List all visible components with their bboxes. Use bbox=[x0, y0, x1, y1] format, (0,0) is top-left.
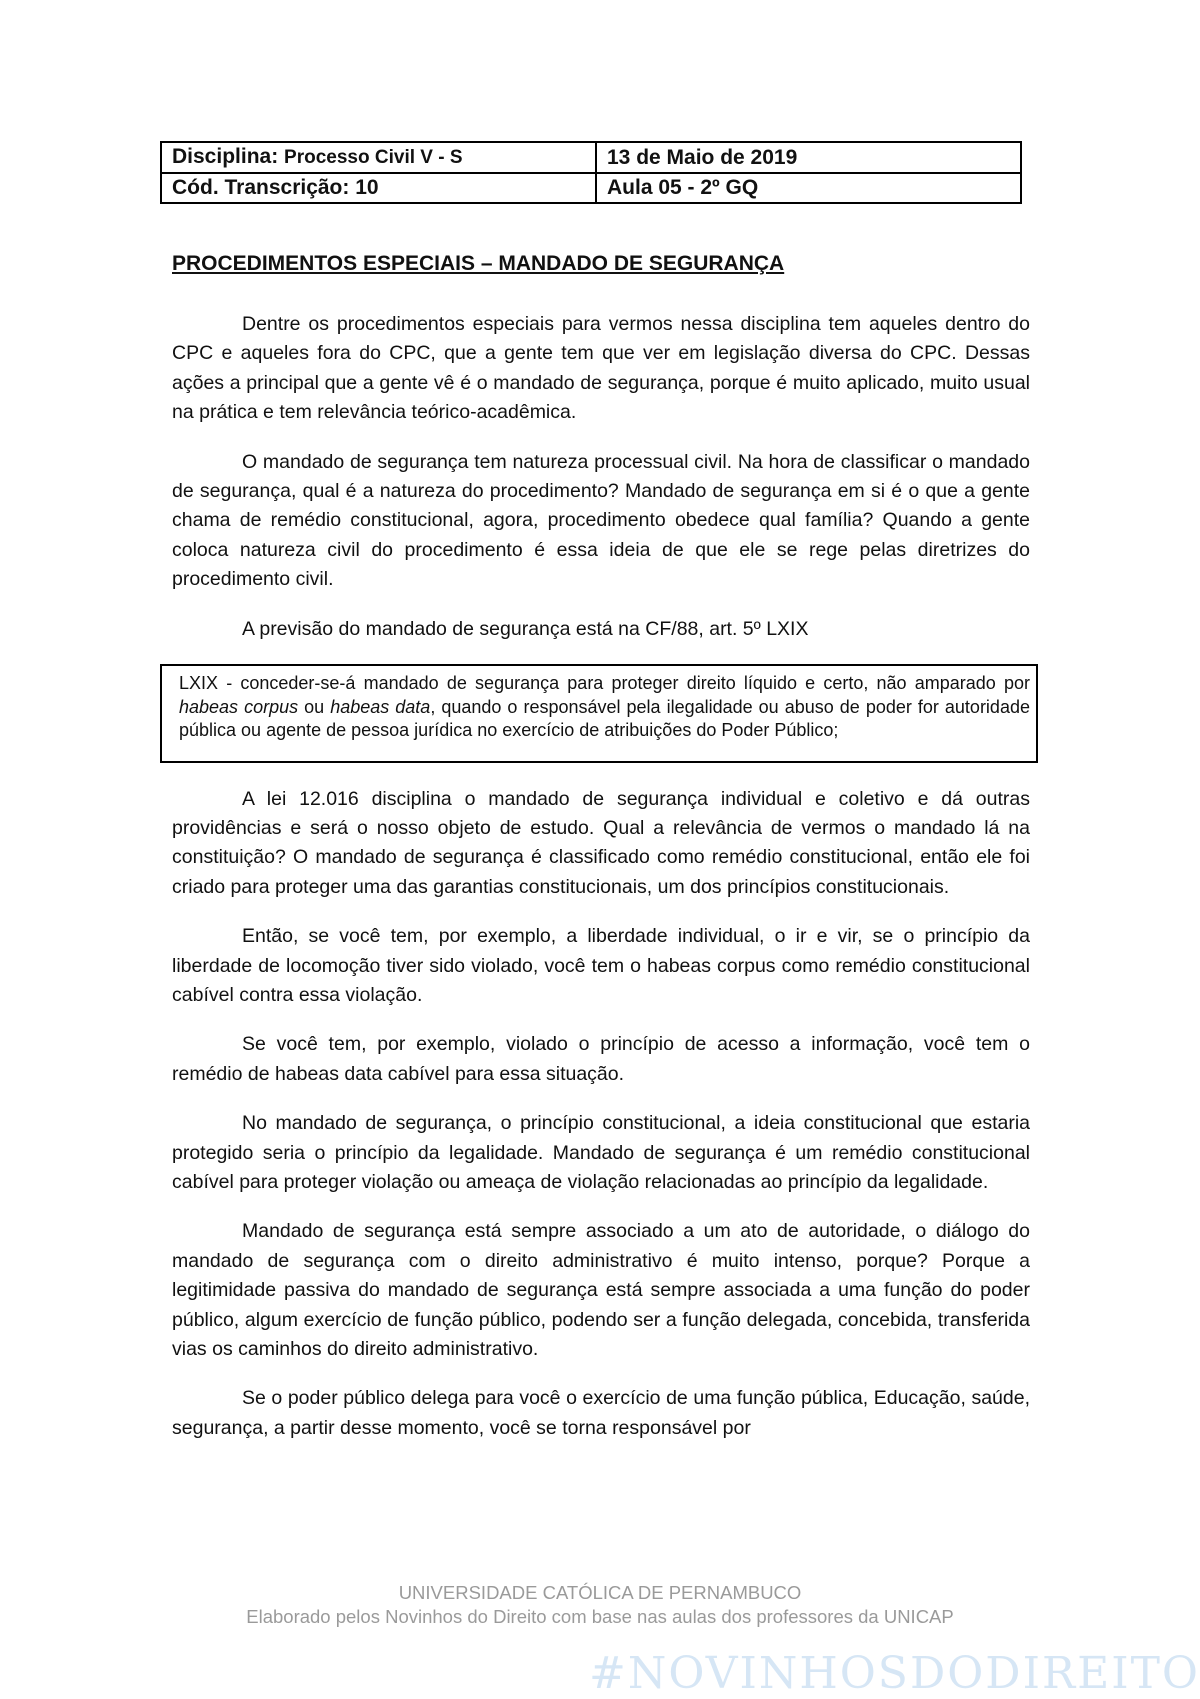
disciplina-value: Processo Civil V - S bbox=[284, 147, 463, 168]
quote-italic-habeas-corpus: habeas corpus bbox=[179, 696, 299, 717]
paragraph: Dentre os procedimentos especiais para vermos nessa disciplina tem aqueles dentro do CPC e aqueles fora do CPC, que a gente tem que ver em legislação diversa do CPC. Dessas ações a principal que a gente vê é o mandado de segurança, porque é muito aplicado, muito usual na prática e tem relevância teórico-acadêmica. bbox=[172, 313, 1030, 424]
header-row-1 bbox=[161, 142, 1021, 173]
paragraph: O mandado de segurança tem natureza processual civil. Na hora de classificar o mandado de segurança, qual é a natureza do procedimento? Mandado de segurança em si é o que a gente chama de remédio constitucional, agora, procedimento obedece qual família? Quando a gente coloca natureza civil do procedimento é essa ideia de que ele se rege pelas diretrizes do procedimento civil. bbox=[172, 450, 1030, 591]
paragraph: A previsão do mandado de segurança está na CF/88, art. 5º LXIX bbox=[242, 617, 809, 640]
header-table bbox=[160, 141, 1022, 204]
legal-quote-box bbox=[160, 664, 1038, 763]
footer-university: UNIVERSIDADE CATÓLICA DE PERNAMBUCO bbox=[398, 1582, 802, 1603]
quote-italic-habeas-data: habeas data bbox=[330, 696, 431, 717]
transcricao-cell: Cód. Transcrição: 10 bbox=[161, 173, 596, 203]
paragraph: Mandado de segurança está sempre associado a um ato de autoridade, o diálogo do mandado de segurança com o direito administrativo é muito intenso, porque? Porque a legitimidade passiva do mandado de segurança está sempre associada a uma função do poder público, algum exercício de função público, podendo ser a função delegada, concebida, transferida vias os caminhos do direito administrativo. bbox=[172, 1220, 1030, 1361]
date-cell: 13 de Maio de 2019 bbox=[596, 142, 1021, 173]
aula-cell: Aula 05 - 2º GQ bbox=[596, 173, 1021, 203]
quote-text: , quando o responsável pela ilegalidade ou abuso de poder for autoridade pública ou agente de pessoa jurídica no exercício de atribuições do Poder Público; bbox=[179, 696, 1030, 741]
paragraph: A lei 12.016 disciplina o mandado de segurança individual e coletivo e dá outras providências e será o nosso objeto de estudo. Qual a relevância de vermos o mandado lá na constituição? O mandado de segurança é classificado como remédio constitucional, então ele foi criado para proteger uma das garantias constitucionais, um dos princípios constitucionais. bbox=[172, 787, 1030, 898]
disciplina-cell bbox=[161, 142, 596, 173]
quote-text: LXIX - conceder-se-á mandado de segurança para proteger direito líquido e certo, não amparado por bbox=[179, 673, 1030, 694]
paragraph: Então, se você tem, por exemplo, a liberdade individual, o ir e vir, se o princípio da liberdade de locomoção tiver sido violado, você tem o habeas corpus como remédio constitucional cabível contra essa violação. bbox=[172, 925, 1030, 1006]
disciplina-label: Disciplina: bbox=[172, 145, 279, 168]
paragraph: No mandado de segurança, o princípio constitucional, a ideia constitucional que estaria protegido seria o princípio da legalidade. Mandado de segurança é um remédio constitucional cabível para proteger violação ou ameaça de violação relacionadas ao princípio da legalidade. bbox=[172, 1112, 1030, 1194]
paragraph: Se você tem, por exemplo, violado o princípio de acesso a informação, você tem o remédio de habeas data cabível para essa situação. bbox=[172, 1033, 1030, 1085]
watermark-hashtag: #NOVINHOSDODIREITO bbox=[589, 1648, 1200, 1699]
header-row-2 bbox=[161, 173, 1021, 203]
paragraph: Se o poder público delega para você o exercício de uma função pública, Educação, saúde, segurança, a partir desse momento, você se torna responsável por bbox=[172, 1387, 1030, 1439]
page-title: PROCEDIMENTOS ESPECIAIS – MANDADO DE SEGURANÇA bbox=[172, 252, 785, 275]
document-body bbox=[172, 310, 1030, 1463]
footer-credits: Elaborado pelos Novinhos do Direito com base nas aulas dos professores da UNICAP bbox=[246, 1606, 954, 1627]
quote-text: ou bbox=[304, 696, 325, 717]
